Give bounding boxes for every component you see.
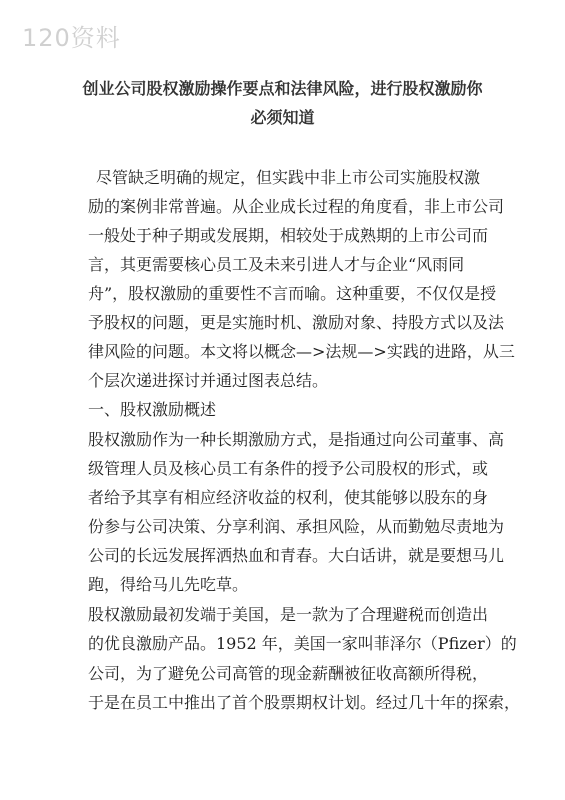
- body-line: 跑，得给马儿先吃草。: [88, 575, 249, 594]
- body-line: 者给予其享有相应经济收益的权利，使其能够以股东的身: [88, 488, 489, 507]
- body-line: 励的案例非常普遍。从企业成长过程的角度看，非上市公司: [88, 197, 505, 216]
- body-line: 公司的长远发展挥洒热血和青春。大白话讲，就是要想马儿: [88, 546, 505, 565]
- body-line: 级管理人员及核心员工有条件的授予公司股权的形式，或: [88, 459, 489, 478]
- body-line: 一般处于种子期或发展期，相较处于成熟期的上市公司而: [88, 226, 489, 245]
- body-line: 个层次递进探讨并通过图表总结。: [88, 371, 329, 390]
- section-heading: 一、股权激励概述: [88, 400, 217, 419]
- body-line: 律风险的问题。本文将以概念—>法规—>实践的进路，从三: [88, 342, 515, 361]
- body-line: 股权激励最初发端于美国，是一款为了合理避税而创造出: [88, 605, 489, 624]
- document-title-line-1: 创业公司股权激励操作要点和法律风险，进行股权激励你: [82, 79, 483, 98]
- body-line: 言，其更需要核心员工及未来引进人才与企业“风雨同: [88, 255, 465, 274]
- watermark: 120资料: [22, 24, 121, 52]
- body-line: 份参与公司决策、分享利润、承担风险，从而勤勉尽责地为: [88, 517, 505, 536]
- body-line: 予股权的问题，更是实施时机、激励对象、持股方式以及法: [88, 313, 505, 332]
- body-line: 股权激励作为一种长期激励方式，是指通过向公司董事、高: [88, 430, 505, 449]
- document-title-line-2: 必须知道: [250, 108, 315, 127]
- body-line: 于是在员工中推出了首个股票期权计划。经过几十年的探索，: [88, 693, 521, 712]
- body-line: 尽管缺乏明确的规定，但实践中非上市公司实施股权激: [96, 168, 481, 187]
- body-line: 舟”，股权激励的重要性不言而喻。这种重要，不仅仅是授: [88, 284, 497, 303]
- body-line: 的优良激励产品。1952 年，美国一家叫菲泽尔（Pfizer）的: [88, 634, 517, 653]
- body-line: 公司，为了避免公司高管的现金薪酬被征收高额所得税，: [88, 664, 489, 683]
